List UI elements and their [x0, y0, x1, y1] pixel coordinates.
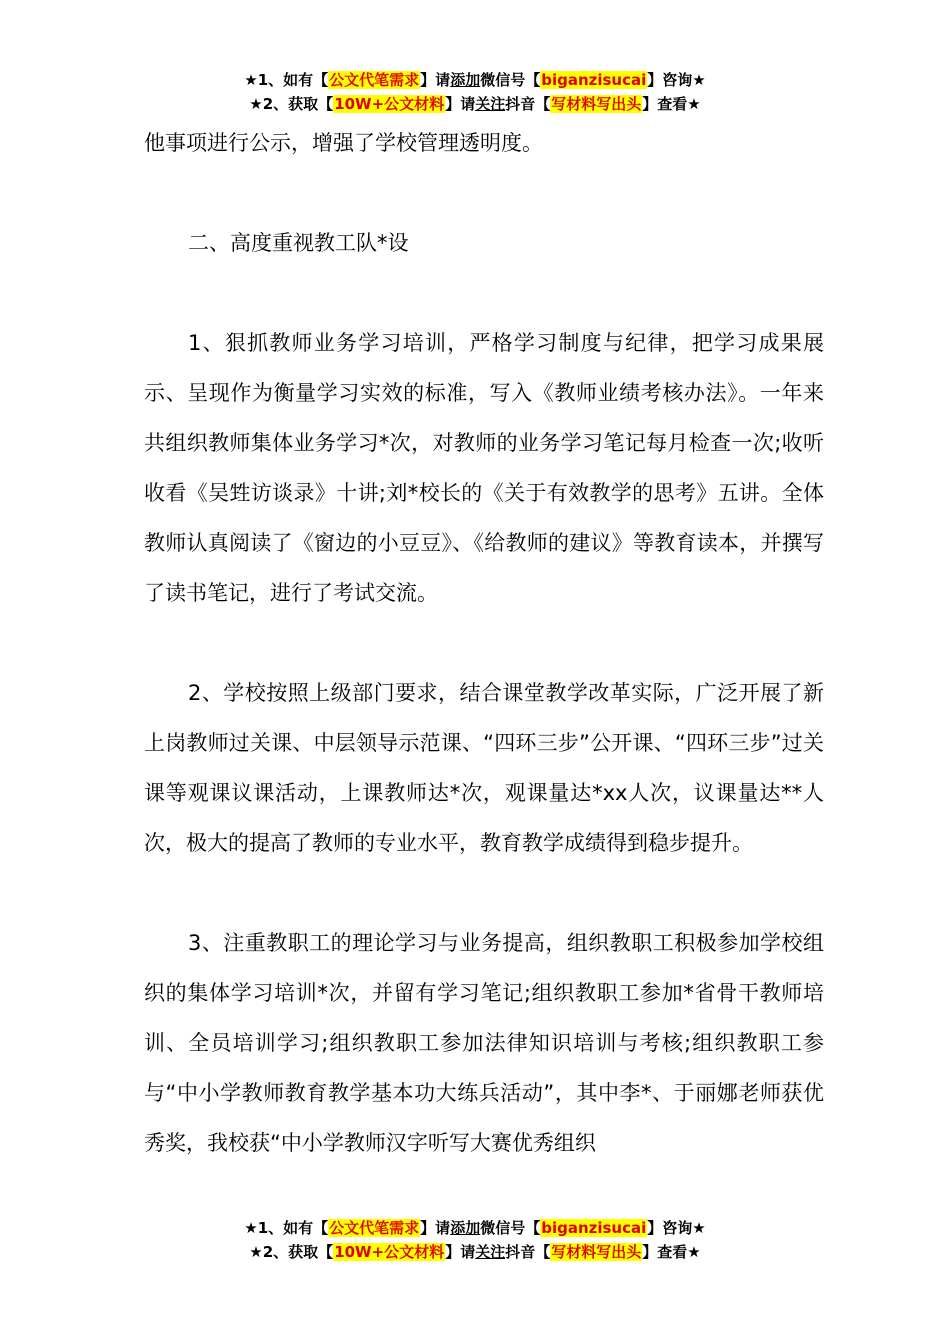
- paragraph-gap: [144, 268, 824, 318]
- paragraph-1: 1、狠抓教师业务学习培训，严格学习制度与纪律，把学习成果展示、呈现作为衡量学习实效的标准，写入《教师业绩考核办法》。一年来共组织教师集体业务学习*次，对教师的业务学习笔记每月检查一次;收听收看《吴甡访谈录》十讲;刘*校长的《关于有效教学的思考》五讲。全体教师认真阅读了《窗边的小豆豆》、《给教师的建议》等教育读本，并撰写了读书笔记，进行了考试交流。: [144, 331, 824, 605]
- banner-text: 】查看★: [642, 95, 701, 113]
- banner-line-2: [0, 1240, 950, 1264]
- paragraph-3: 3、注重教职工的理论学习与业务提高，组织教职工积极参加学校组织的集体学习培训*次，并留有学习笔记;组织教职工参加*省骨干教师培训、全员培训学习;组织教职工参加法律知识培训与考核;组织教职工参与“中小学教师教育教学基本功大练兵活动”，其中李*、于丽娜老师获优秀奖，我校获“中小学教师汉字听写大赛优秀组织: [144, 931, 824, 1155]
- banner-line-1: [0, 1216, 950, 1240]
- banner-wechat-id: biganzisucai: [541, 1219, 647, 1237]
- header-banner: [0, 68, 950, 116]
- banner-text: ★2、获取【: [249, 95, 334, 113]
- paragraph-gap: [144, 168, 824, 218]
- banner-text: 】请: [420, 1219, 451, 1237]
- banner-line-1: [0, 68, 950, 92]
- banner-text: 微信号【: [480, 1219, 541, 1237]
- banner-text: 抖音【: [505, 1243, 551, 1261]
- banner-text: 抖音【: [505, 95, 551, 113]
- document-body: [144, 118, 824, 1168]
- paragraph-gap: [144, 868, 824, 918]
- banner-text: ★2、获取【: [249, 1243, 334, 1261]
- banner-line-2: [0, 92, 950, 116]
- banner-highlight: 公文代笔需求: [329, 1219, 420, 1237]
- banner-douyin-id: 写材料写出头: [551, 95, 642, 113]
- section-heading: 二、高度重视教工队*设: [188, 231, 409, 255]
- banner-wechat-id: biganzisucai: [541, 71, 647, 89]
- banner-text: ★1、如有【: [244, 71, 329, 89]
- banner-text: 】咨询★: [647, 71, 706, 89]
- banner-douyin-id: 写材料写出头: [551, 1243, 642, 1261]
- banner-text: 】请: [445, 95, 476, 113]
- banner-text: 微信号【: [480, 71, 541, 89]
- banner-text: 】查看★: [642, 1243, 701, 1261]
- paragraph-gap: [144, 618, 824, 668]
- banner-text: 】请: [420, 71, 451, 89]
- banner-highlight: 10W+公文材料: [334, 1243, 445, 1261]
- footer-banner: [0, 1216, 950, 1264]
- paragraph-2: 2、学校按照上级部门要求，结合课堂教学改革实际，广泛开展了新上岗教师过关课、中层领导示范课、“四环三步”公开课、“四环三步”过关课等观课议课活动，上课教师达*次，观课量达*xx人次，议课量达**人次，极大的提高了教师的专业水平，教育教学成绩得到稳步提升。: [144, 681, 824, 855]
- banner-text: ★1、如有【: [244, 1219, 329, 1237]
- banner-highlight: 10W+公文材料: [334, 95, 445, 113]
- banner-text: 】请: [445, 1243, 476, 1261]
- banner-underlined: 关注: [475, 1243, 506, 1261]
- paragraph-continuation: 他事项进行公示，增强了学校管理透明度。: [144, 131, 543, 155]
- banner-highlight: 公文代笔需求: [329, 71, 420, 89]
- banner-underlined: 关注: [475, 95, 506, 113]
- banner-underlined: 添加: [450, 71, 481, 89]
- banner-text: 】咨询★: [647, 1219, 706, 1237]
- banner-underlined: 添加: [450, 1219, 481, 1237]
